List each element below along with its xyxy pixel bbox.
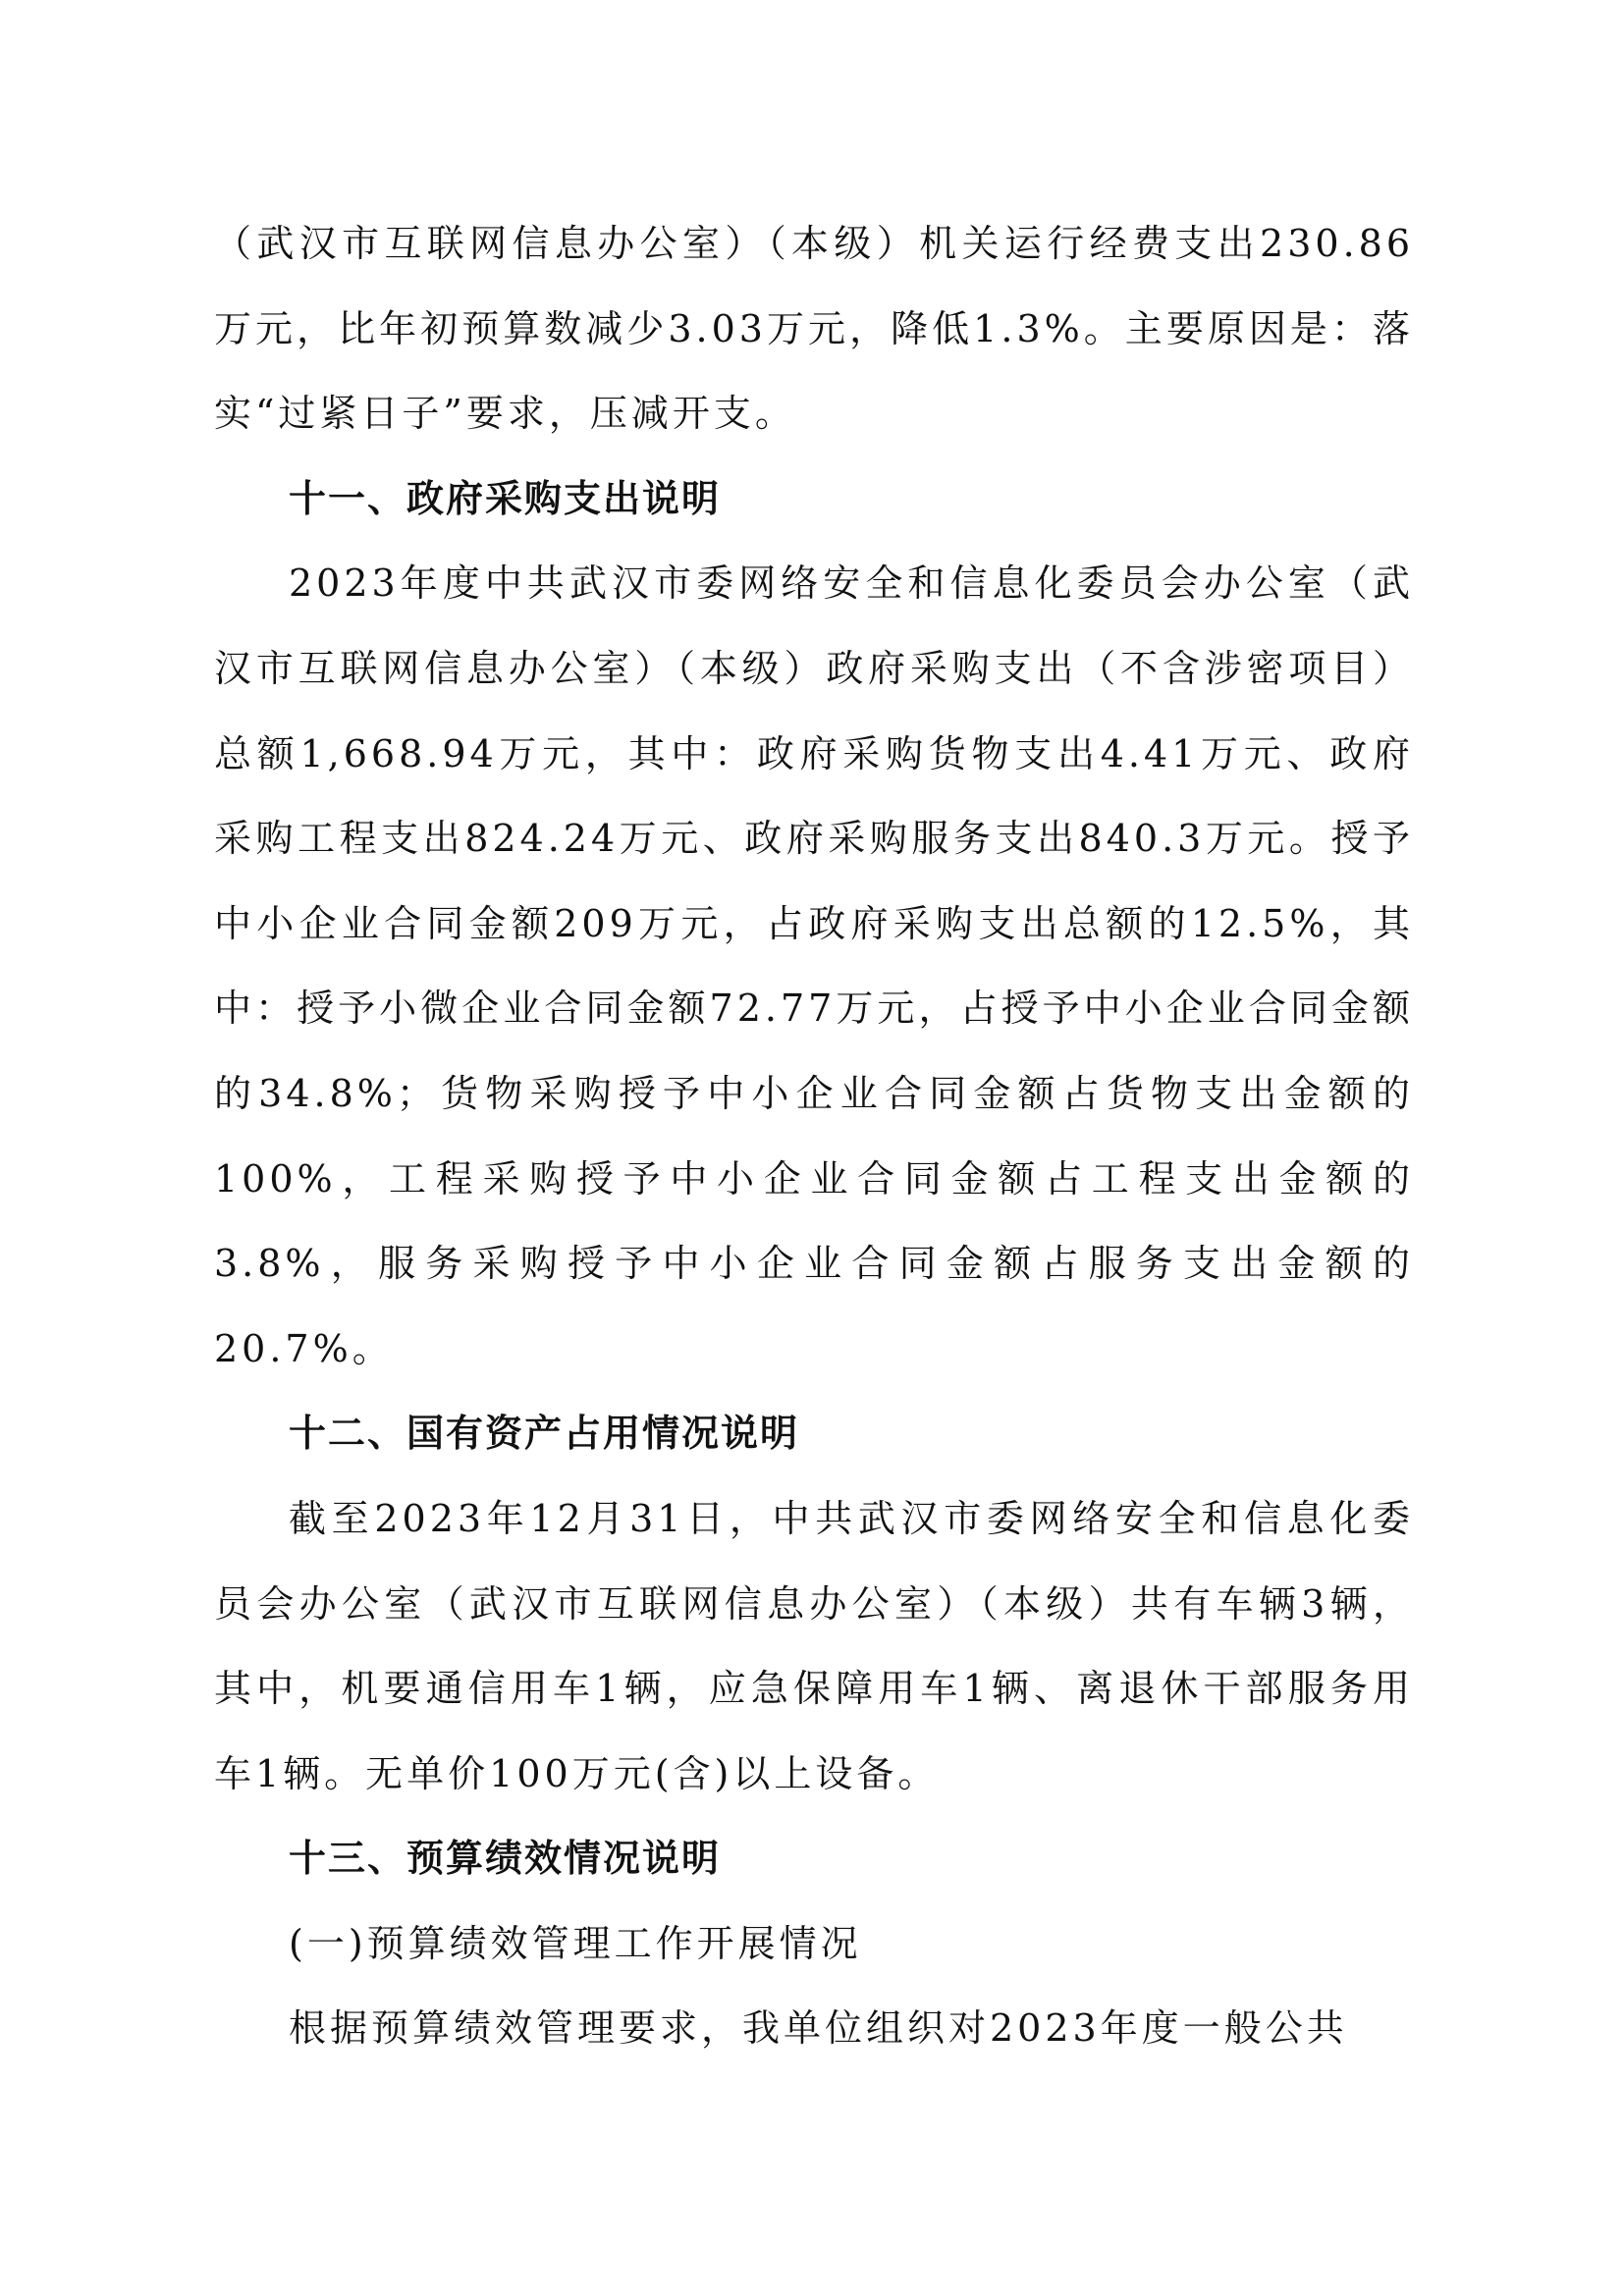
paragraph-operating-expenses: （武汉市互联网信息办公室）（本级）机关运行经费支出230.86万元，比年初预算数减少3.03万元，降低1.3%。主要原因是：落实“过紧日子”要求，压减开支。 bbox=[214, 222, 1414, 436]
section-heading-state-assets: 十二、国有资产占用情况说明 bbox=[289, 1412, 800, 1456]
document-body bbox=[214, 201, 1414, 2071]
subsection-heading-performance-management: (一)预算绩效管理工作开展情况 bbox=[289, 1921, 862, 1965]
paragraph-state-assets: 截至2023年12月31日，中共武汉市委网络安全和信息化委员会办公室（武汉市互联网信息办公室）（本级）共有车辆3辆，其中，机要通信用车1辆，应急保障用车1辆、离退休干部服务用车1辆。无单价100万元(含)以上设备。 bbox=[214, 1496, 1414, 1795]
paragraph-government-procurement: 2023年度中共武汉市委网络安全和信息化委员会办公室（武汉市互联网信息办公室）（本级）政府采购支出（不含涉密项目）总额1,668.94万元，其中：政府采购货物支出4.41万元、政府采购工程支出824.24万元、政府采购服务支出840.3万元。授予中小企业合同金额209万元，占政府采购支出总额的12.5%，其中：授予小微企业合同金额72.77万元，占授予中小企业合同金额的34.8%；货物采购授予中小企业合同金额占货物支出金额的100%，工程采购授予中小企业合同金额占工程支出金额的3.8%，服务采购授予中小企业合同金额占服务支出金额的20.7%。 bbox=[214, 561, 1414, 1370]
section-heading-government-procurement: 十一、政府采购支出说明 bbox=[289, 476, 722, 520]
section-heading-budget-performance: 十三、预算绩效情况说明 bbox=[289, 1837, 722, 1881]
paragraph-performance-management: 根据预算绩效管理要求，我单位组织对2023年度一般公共 bbox=[289, 2006, 1348, 2051]
